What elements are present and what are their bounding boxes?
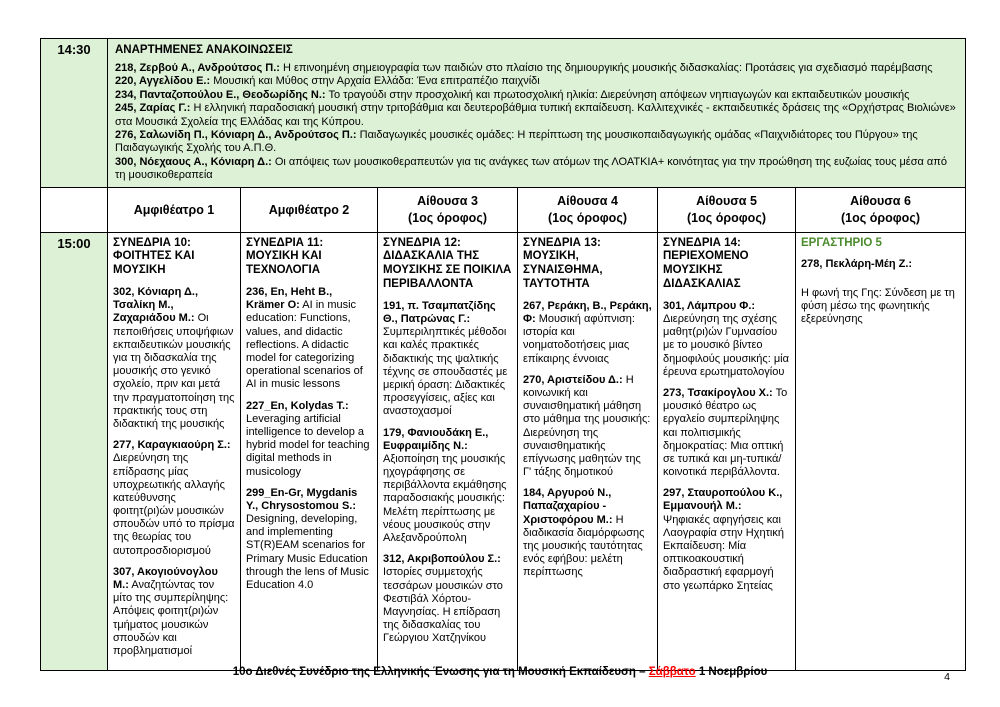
poster-paper bbox=[115, 62, 958, 75]
paper-title: Η κοινωνική και συναισθηματική μάθηση στο μάθημα της μουσικής: Διερεύνηση της συναισθηματικής επίγνωσης μαθητών της Γ' τάξης δημοτικού bbox=[523, 373, 651, 479]
session-paper bbox=[113, 286, 235, 431]
session-10-cell bbox=[108, 232, 241, 670]
session-13-cell bbox=[518, 232, 658, 670]
poster-announcements-cell bbox=[108, 39, 966, 188]
paper-authors: 270, Αριστείδου Δ.: bbox=[523, 373, 623, 386]
session-title: ΣΥΝΕΔΡΙΑ 12: ΔΙΔΑΣΚΑΛΙΑ ΤΗΣ ΜΟΥΣΙΚΗΣ ΣΕ ΠΟΙΚΙΛΑ ΠΕΡΙΒΑΛΛΟΝΤΑ bbox=[383, 236, 512, 291]
session-11-cell bbox=[241, 232, 378, 670]
time-cell-1500: 15:00 bbox=[41, 232, 108, 670]
session-paper bbox=[113, 566, 235, 658]
paper-authors: 277, Καραγκιαούρη Σ.: bbox=[113, 439, 231, 452]
workshop-5-cell bbox=[796, 232, 966, 670]
session-paper bbox=[801, 258, 960, 271]
paper-authors: 278, Πεκλάρη-Μέη Ζ.: bbox=[801, 258, 913, 271]
paper-title: Ιστορίες συμμετοχής τεσσάρων μουσικών στο Φεστιβάλ Χόρτου-Μαγνησίας. Η επίδραση της διδασκαλίας του Γεώργιου Χατζηνίκου bbox=[383, 566, 503, 645]
paper-title: Leveraging artificial intelligence to develop a hybrid model for teaching digital methods in musicology bbox=[246, 412, 370, 478]
paper-title: Μουσική αφύπνιση: ιστορία και νοηματοδοτήσεις μιας επίκαιρης έννοιας bbox=[523, 313, 635, 365]
paper-authors: 191, π. Τσαμπατζίδης Θ., Πατρώνας Γ.: bbox=[383, 299, 496, 326]
paper-title: AI in music education: Functions, values, and didactic reflections. A didactic model for categorizing operational scenarios of AI in music lessons bbox=[246, 299, 363, 391]
paper-title: Οι πεποιθήσεις υποψήφιων εκπαιδευτικών μουσικής για τη διδασκαλία της μουσικής στο γενικό σχολείο, πριν και μετά την πραγματοποίηση της πρακτικής τους στη διδακτική της μουσικής bbox=[113, 312, 235, 430]
poster-row bbox=[41, 39, 966, 188]
paper-title: Διερεύνηση της επίδρασης μίας υποχρεωτικής αλλαγής κατεύθυνσης φοιτητ(ρι)ών μουσικών σπουδών υπό το πρίσμα της θεωρίας του αυτοπροσδιορισμού bbox=[113, 452, 235, 557]
session-paper bbox=[246, 487, 372, 593]
paper-title: Συμπεριληπτικές μέθοδοι και καλές πρακτικές διδακτικής της ψαλτικής τέχνης σε σπουδαστές με μερική όραση: Διδακτικές προσεγγίσεις, αξίες και αναστοχασμοί bbox=[383, 326, 508, 418]
parallel-sessions-row bbox=[41, 232, 966, 670]
room-header-room-5 bbox=[658, 187, 796, 232]
room-header-amphitheater-1 bbox=[108, 187, 241, 232]
room-header-room-3 bbox=[378, 187, 518, 232]
session-paper bbox=[113, 439, 235, 558]
poster-paper bbox=[115, 75, 958, 88]
paper-authors: 312, Ακριβοπούλου Σ.: bbox=[383, 553, 501, 566]
session-14-cell bbox=[658, 232, 796, 670]
poster-paper bbox=[115, 102, 958, 129]
session-paper bbox=[663, 300, 790, 379]
footer-day-highlight: Σάββατο bbox=[648, 666, 696, 678]
footer-text-after: 1 Νοεμβρίου bbox=[695, 666, 768, 678]
schedule-table bbox=[40, 38, 966, 671]
paper-title: Η ελληνική παραδοσιακή μουσική στην τριτοβάθμια και δευτεροβάθμια τυπική εκπαίδευση. Καλλιτεχνικές - εκπαιδευτικές δράσεις της «Ορχήστρας Βιολιώνε» στα Μουσικά Σχολεία της Ελλάδας και της Κύπρου. bbox=[115, 102, 956, 128]
room-name: Αμφιθέατρο 1 bbox=[133, 202, 215, 217]
poster-session-title: ΑΝΑΡΤΗΜΕΝΕΣ ΑΝΑΚΟΙΝΩΣΕΙΣ bbox=[115, 44, 293, 56]
paper-authors: 267, Ρεράκη, Β., Ρεράκη, Φ: bbox=[523, 299, 652, 326]
room-name: Αίθουσα 3 bbox=[417, 194, 478, 209]
paper-title: Οι απόψεις των μουσικοθεραπευτών για τις ανάγκες των ατόμων της ΛΟΑΤΚΙΑ+ κοινότητας για την προώθηση της ευζωίας τους μέσα από τη μουσικοθεραπεία bbox=[115, 155, 947, 182]
session-title: ΣΥΝΕΔΡΙΑ 11: ΜΟΥΣΙΚΗ ΚΑΙ ΤΕΧΝΟΛΟΓΙΑ bbox=[246, 236, 324, 277]
paper-authors: 236, En, Heht B., Krämer O: bbox=[246, 286, 333, 312]
paper-authors: 297, Σταυροπούλου Κ., Εμμανουήλ Μ.: bbox=[663, 487, 783, 513]
session-title: ΣΥΝΕΔΡΙΑ 13: ΜΟΥΣΙΚΗ, ΣΥΝΑΙΣΘΗΜΑ, ΤΑΥΤΟΤΗΤΑ bbox=[523, 236, 603, 291]
session-12-cell bbox=[378, 232, 518, 670]
room-floor: (1ος όροφος) bbox=[408, 210, 487, 225]
session-paper bbox=[383, 300, 512, 419]
paper-authors: 273, Τσακίρογλου Χ.: bbox=[663, 386, 773, 399]
time-cell-1430: 14:30 bbox=[41, 39, 108, 188]
session-paper bbox=[523, 300, 652, 366]
paper-title: Η διαδικασία διαμόρφωσης της μουσικής ταυτότητας ενός εφήβου: μελέτη περίπτωσης bbox=[523, 513, 645, 579]
room-floor: (1ος όροφος) bbox=[841, 210, 920, 225]
session-paper bbox=[246, 400, 372, 479]
paper-authors: 220, Αγγελίδου Ε.: bbox=[115, 75, 211, 88]
session-paper bbox=[523, 487, 652, 579]
session-paper bbox=[663, 487, 790, 593]
footer-text-before: 10ο Διεθνές Συνέδριο της Ελληνικής Ένωσης για τη Μουσική Εκπαίδευση – bbox=[232, 666, 649, 678]
room-name: Αίθουσα 4 bbox=[557, 194, 618, 209]
paper-title: Παιδαγωγικές μουσικές ομάδες: Η περίπτωση της μουσικοπαιδαγωγικής ομάδας «Παιχνιδιάτορες του Πύργου» της Παιδαγωγικής Σχολής του Α.Π.Θ. bbox=[115, 129, 918, 155]
room-header-room-6 bbox=[796, 187, 966, 232]
room-name: Αμφιθέατρο 2 bbox=[268, 202, 350, 217]
paper-authors: 300, Νόεχαους Α., Κόνιαρη Δ.: bbox=[115, 155, 272, 168]
paper-authors: 299_En-Gr, Mygdanis Y., Chrysostomou S.: bbox=[246, 486, 358, 512]
room-header-row bbox=[41, 187, 966, 232]
session-paper bbox=[383, 553, 512, 645]
session-paper bbox=[663, 387, 790, 479]
paper-authors: 307, Ακογιούνογλου Μ.: bbox=[113, 565, 218, 591]
paper-title: Η φωνή της Γης: Σύνδεση με τη φύση μέσω της φωνητικής εξερεύνησης bbox=[801, 286, 955, 326]
paper-title: Designing, developing, and implementing ST(R)EAM scenarios for Primary Music Education through the lens of Music Education 4.0 bbox=[246, 513, 369, 591]
session-title: ΣΥΝΕΔΡΙΑ 10: ΦΟΙΤΗΤΕΣ ΚΑΙ ΜΟΥΣΙΚΗ bbox=[113, 236, 195, 277]
session-paper bbox=[523, 374, 652, 480]
room-header-amphitheater-2 bbox=[241, 187, 378, 232]
session-paper bbox=[246, 286, 372, 392]
room-name: Αίθουσα 5 bbox=[696, 194, 757, 209]
paper-title: Η επινοημένη σημειογραφία των παιδιών στο πλαίσιο της δημιουργικής μουσικής διδασκαλίας: Προτάσεις για σχεδιασμό παρέμβασης bbox=[283, 62, 933, 75]
page-number: 4 bbox=[944, 671, 950, 683]
paper-authors: 245, Ζαρίας Γ.: bbox=[115, 102, 191, 115]
paper-authors: 276, Σαλωνίδη Π., Κόνιαρη Δ., Ανδρούτσος Π.: bbox=[115, 129, 357, 142]
paper-title: Το τραγούδι στην προσχολική και πρωτοσχολική ηλικία: Διερεύνηση απόψεων νηπιαγωγών και εκπαιδευτικών μουσικής bbox=[328, 88, 910, 101]
paper-authors: 184, Αργυρού Ν., Παπαζαχαρίου - Χριστοφόρου Μ.: bbox=[523, 487, 613, 526]
paper-title: Το μουσικό θέατρο ως εργαλείο συμπερίληψης και πολιτισμικής δημοκρατίας: Μια οπτική σε τυπικά και μη-τυπικά/κοινοτικά περιβάλλοντα. bbox=[663, 386, 788, 479]
poster-paper bbox=[115, 156, 958, 183]
paper-authors: 301, Λάμπρου Φ.: bbox=[663, 299, 756, 312]
paper-authors: 179, Φανιουδάκη Ε., Ευφραιμίδης Ν.: bbox=[383, 426, 489, 452]
paper-title: Μουσική και Μύθος στην Αρχαία Ελλάδα: Ένα επιτραπέζιο παιχνίδι bbox=[213, 75, 540, 88]
session-paper bbox=[383, 427, 512, 546]
paper-title: Ψηφιακές αφηγήσεις και Λαογραφία στην Ηχητική Εκπαίδευση: Μία οπτικοακουστική διαδραστική εφαρμογή στο γεωπάρκο Σητείας bbox=[663, 513, 784, 592]
paper-title: Αναζητώντας τον μίτο της συμπερίληψης: Απόψεις φοιτητ(ρι)ών τμήματος μουσικών σπουδών και προβληματισμοί bbox=[113, 579, 229, 657]
room-floor: (1ος όροφος) bbox=[687, 210, 766, 225]
room-name: Αίθουσα 6 bbox=[850, 194, 911, 209]
paper-authors: 227_En, Kolydas T.: bbox=[246, 399, 349, 412]
footer-conference-line bbox=[0, 666, 1000, 678]
header-time-cell-empty bbox=[41, 187, 108, 232]
paper-authors: 234, Πανταζοπούλου Ε., Θεοδωρίδης Ν.: bbox=[115, 88, 326, 101]
paper-authors: 218, Ζερβού Α., Ανδρούτσος Π.: bbox=[115, 62, 280, 75]
room-floor: (1ος όροφος) bbox=[548, 210, 627, 225]
poster-paper bbox=[115, 129, 958, 156]
room-header-room-4 bbox=[518, 187, 658, 232]
paper-authors: 302, Κόνιαρη Δ., Τσαλίκη Μ., Ζαχαριάδου Μ.: bbox=[113, 286, 199, 325]
paper-title: Διερεύνηση της σχέσης μαθητ(ρι)ών Γυμνασίου με το μουσικό βίντεο δημοφιλούς μουσικής: μία έρευνα ερωτηματολογίου bbox=[663, 313, 789, 378]
paper-title: Αξιοποίηση της μουσικής ηχογράφησης σε περιβάλλοντα εκμάθησης παραδοσιακής μουσικής: Μελέτη περίπτωσης με νέους μουσικούς στην Αλεξανδρούπολη bbox=[383, 452, 507, 545]
workshop-title: ΕΡΓΑΣΤΗΡΙΟ 5 bbox=[801, 236, 882, 249]
session-title: ΣΥΝΕΔΡΙΑ 14: ΠΕΡΙΕΧΟΜΕΝΟ ΜΟΥΣΙΚΗΣ ΔΙΔΑΣΚΑΛΙΑΣ bbox=[663, 236, 749, 291]
poster-paper bbox=[115, 89, 958, 102]
